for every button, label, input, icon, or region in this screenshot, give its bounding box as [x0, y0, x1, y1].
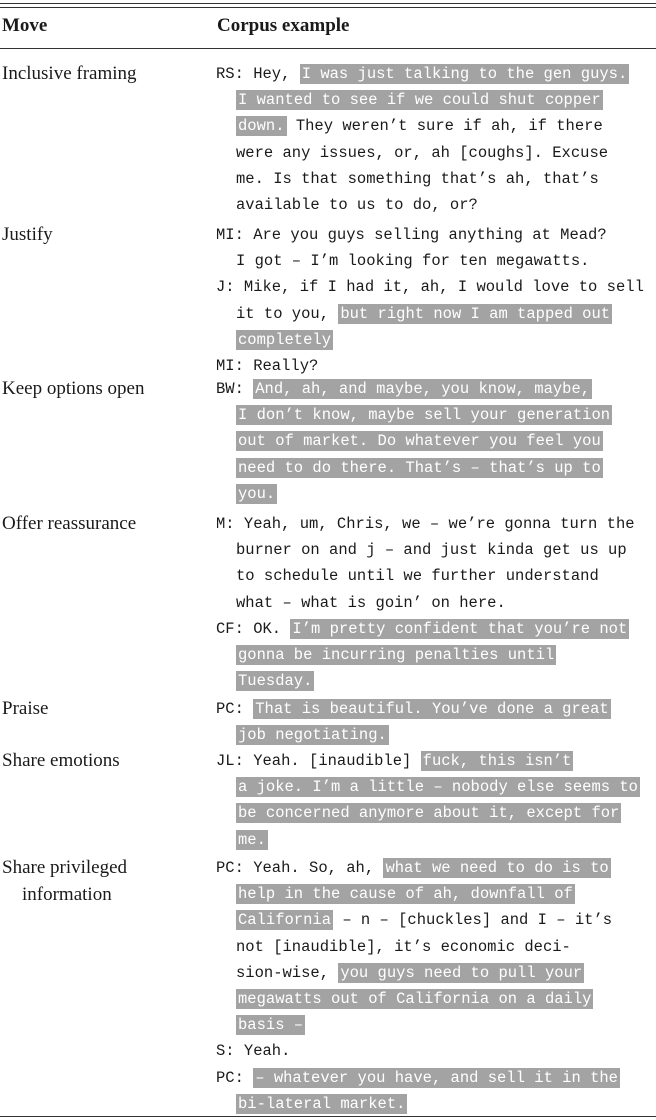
example-line [216, 668, 652, 694]
example-line [216, 428, 652, 454]
highlighted-text: help in the cause of ah, downfall of [238, 885, 573, 904]
example-line [216, 1091, 652, 1117]
plain-text: JL: Yeah. [inaudible] [216, 752, 421, 770]
plain-text: I got – I’m looking for ten megawatts. [236, 252, 590, 271]
example-line [216, 642, 652, 668]
highlighted-text: out of market. Do whatever you feel you [238, 432, 601, 451]
highlighted-text: fuck, this isn’t [422, 752, 572, 770]
example-line [216, 696, 652, 722]
move-label-line: Keep options open [2, 378, 145, 399]
example-line [216, 481, 652, 507]
column-header-example: Corpus example [217, 15, 350, 36]
highlighted-text: And, ah, and maybe, you know, maybe, [255, 380, 591, 398]
move-label-line: Share privileged [2, 857, 128, 878]
plain-text: burner on and j – and just kinda get us up [236, 541, 627, 560]
example-line [216, 222, 652, 248]
corpus-example [216, 61, 652, 218]
example-line [216, 87, 652, 113]
corpus-example [216, 855, 652, 1117]
highlighted-text: I was just talking to the gen guys. [301, 65, 628, 83]
move-label [2, 854, 207, 908]
plain-text: sion-wise, [236, 963, 339, 982]
highlighted-text: I don’t know, maybe sell your generation [238, 406, 611, 425]
example-line [216, 881, 652, 907]
highlighted-text: what we need to do is to [385, 859, 609, 877]
corpus-example [216, 376, 652, 507]
example-line [216, 986, 652, 1012]
example-line [216, 616, 652, 642]
highlighted-text: gonna be incurring penalties until [238, 645, 555, 664]
highlighted-text: but right now I am tapped out [340, 304, 611, 323]
example-line [216, 274, 652, 300]
top-rule-double [0, 7, 656, 8]
move-label-line: Praise [2, 698, 49, 719]
corpus-example [216, 748, 652, 853]
example-line [216, 827, 652, 853]
example-line [216, 166, 652, 192]
highlighted-text: you. [238, 484, 276, 503]
highlighted-text: job negotiating. [238, 726, 387, 745]
example-line [216, 800, 652, 826]
example-line [216, 934, 652, 960]
example-line [216, 1038, 652, 1064]
example-line [216, 590, 652, 616]
move-label-line: Justify [2, 224, 53, 245]
corpus-example [216, 222, 652, 379]
example-line [216, 248, 652, 274]
highlighted-text: megawatts out of California on a daily [238, 989, 592, 1008]
plain-text: available to us to do, or? [236, 195, 478, 214]
highlighted-text: you guys need to pull your [340, 963, 583, 982]
example-line [216, 748, 652, 774]
example-line [216, 511, 652, 537]
plain-text: were any issues, or, ah [coughs]. Excuse [236, 143, 609, 162]
example-line [216, 61, 652, 87]
plain-text: PC: [216, 1068, 254, 1087]
corpus-example [216, 511, 652, 694]
highlighted-text: – whatever you have, and sell it in the [255, 1068, 618, 1087]
highlighted-text: down. [238, 117, 285, 136]
example-line [216, 192, 652, 218]
plain-text: RS: Hey, [216, 65, 300, 83]
move-label [2, 375, 207, 402]
example-line [216, 402, 652, 428]
move-label-line: information [22, 884, 112, 905]
example-line [216, 960, 652, 986]
example-line [216, 1065, 652, 1091]
plain-text: not [inaudible], it’s economic deci- [236, 937, 571, 956]
plain-text: M: Yeah, um, Chris, we – we’re gonna turn the [216, 515, 635, 533]
plain-text: CF: OK. [216, 619, 291, 638]
highlighted-text: basis – [238, 1016, 304, 1035]
highlighted-text: a joke. I’m a little – nobody else seems to [238, 778, 638, 797]
example-line [216, 301, 652, 327]
highlighted-text: completely [238, 330, 332, 349]
move-label [2, 695, 207, 722]
plain-text: They weren’t sure if ah, if there [286, 117, 603, 136]
highlighted-text: bi-lateral market. [238, 1094, 406, 1113]
example-line [216, 907, 652, 933]
example-line [216, 327, 652, 353]
header-rule [0, 48, 656, 49]
highlighted-text: need to do there. That’s – that’s up to [238, 458, 601, 477]
example-line [216, 455, 652, 481]
plain-text: MI: Really? [216, 356, 319, 375]
plain-text: PC: [216, 700, 254, 718]
move-label-line: Offer reassurance [2, 513, 137, 534]
plain-text: PC: Yeah. So, ah, [216, 859, 384, 877]
plain-text: – n – [chuckles] and I – it’s [333, 911, 613, 930]
move-label [2, 221, 207, 248]
example-line [216, 113, 652, 139]
highlighted-text: I wanted to see if we could shut copper [238, 91, 601, 110]
column-header-move: Move [2, 15, 48, 36]
plain-text: it to you, [236, 304, 339, 323]
example-line [216, 537, 652, 563]
highlighted-text: be concerned anymore about it, except for [238, 804, 620, 823]
move-label-line: Share emotions [2, 750, 120, 771]
plain-text: BW: [216, 380, 254, 398]
plain-text: J: Mike, if I had it, ah, I would love to sell [216, 278, 644, 297]
move-label-line: Inclusive framing [2, 63, 137, 84]
corpus-example [216, 696, 652, 748]
example-line [216, 722, 652, 748]
move-label [2, 747, 207, 774]
plain-text: MI: Are you guys selling anything at Mead? [216, 226, 607, 244]
plain-text: what – what is goin’ on here. [236, 593, 506, 612]
move-label [2, 60, 207, 87]
plain-text: S: Yeah. [216, 1042, 291, 1061]
example-line [216, 140, 652, 166]
plain-text: me. Is that something that’s ah, that’s [236, 169, 599, 188]
example-line [216, 1012, 652, 1038]
highlighted-text: I’m pretty confident that you’re not [292, 619, 628, 638]
example-line [216, 376, 652, 402]
highlighted-text: me. [238, 830, 266, 849]
bottom-rule [0, 1116, 656, 1117]
highlighted-text: California [238, 911, 332, 930]
example-line [216, 563, 652, 589]
plain-text: to schedule until we further understand [236, 567, 599, 586]
example-line [216, 774, 652, 800]
highlighted-text: Tuesday. [238, 672, 313, 691]
top-rule [0, 3, 656, 4]
highlighted-text: That is beautiful. You’ve done a great [255, 700, 609, 718]
example-line [216, 855, 652, 881]
move-label [2, 510, 207, 537]
